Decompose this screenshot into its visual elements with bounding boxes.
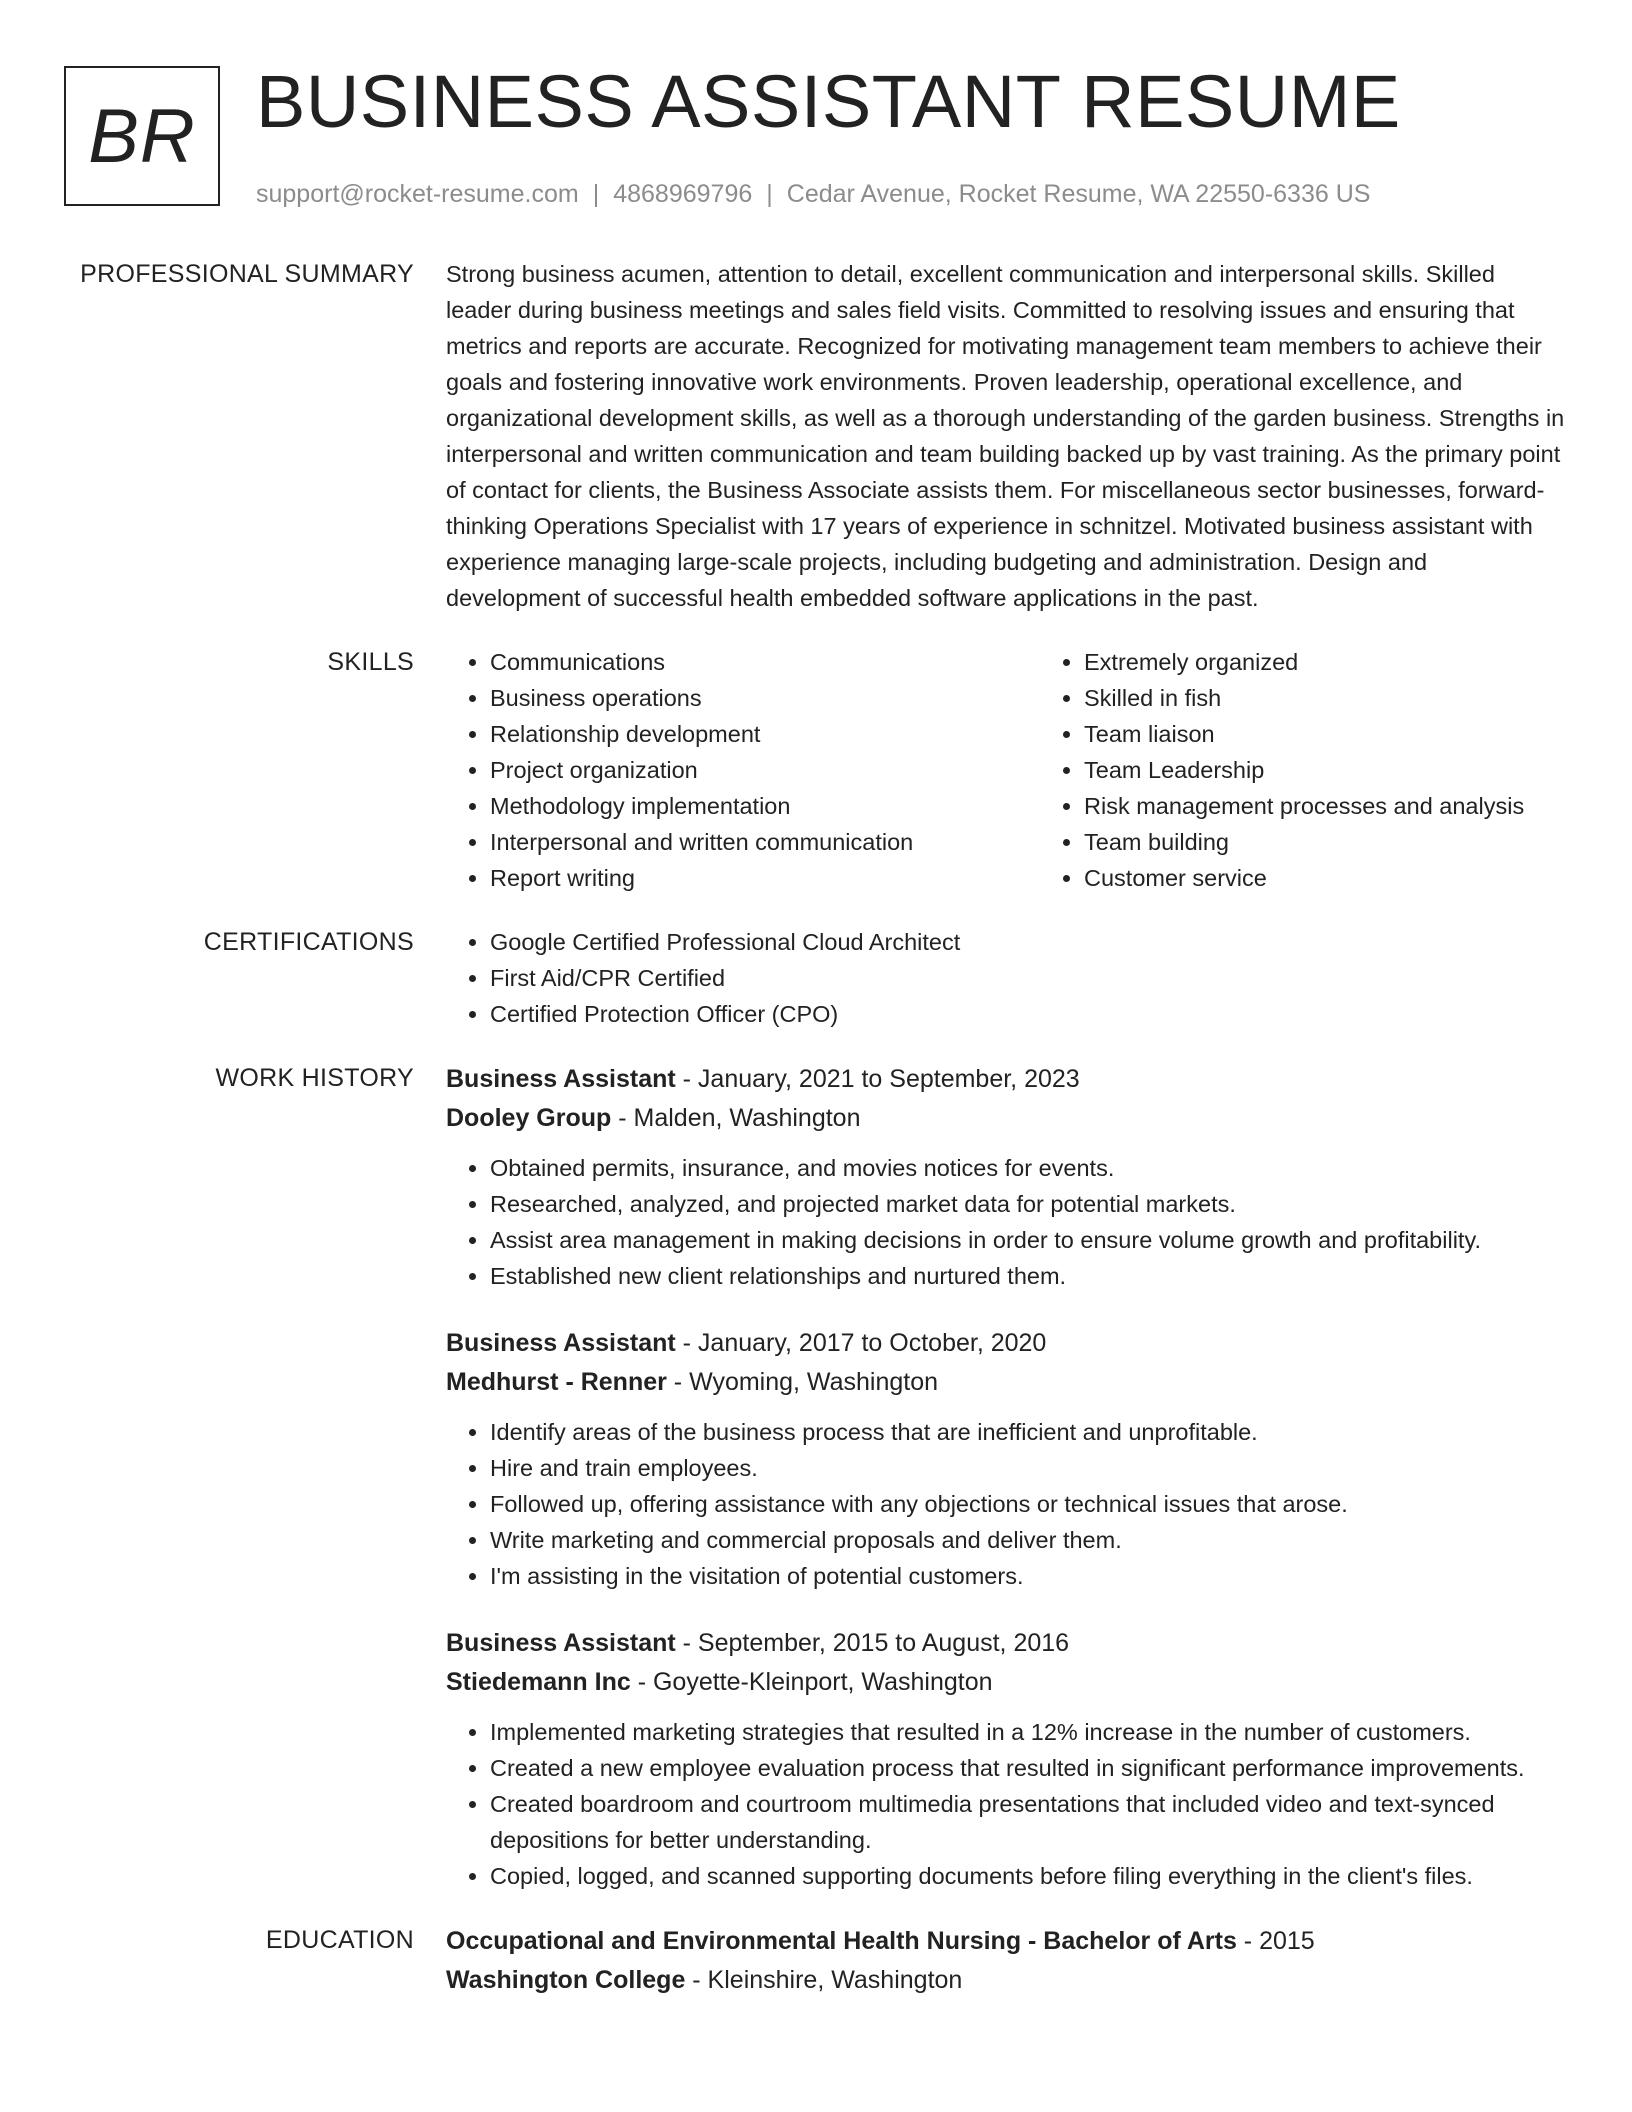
job-title: Business Assistant: [446, 1629, 676, 1657]
skill-item: • Team building: [1084, 824, 1632, 860]
skill-item: • Extremely organized: [1084, 644, 1632, 680]
certifications-body: [446, 924, 1566, 1032]
job-title: Business Assistant: [446, 1065, 676, 1093]
job-company: Dooley Group: [446, 1104, 612, 1132]
job-dates: - September, 2015 to August, 2016: [675, 1629, 1070, 1657]
job-dates: - January, 2017 to October, 2020: [675, 1329, 1047, 1357]
job-bullet: • Created boardroom and courtroom multimedia presentations that included video and text-synced depositions for better understanding.: [490, 1786, 1566, 1858]
skill-item: • Team liaison: [1084, 716, 1632, 752]
skill-item: • Methodology implementation: [490, 788, 1040, 824]
job-bullet: • Implemented marketing strategies that resulted in a 12% increase in the number of customers.: [490, 1714, 1566, 1750]
certification-item: • First Aid/CPR Certified: [490, 960, 1566, 996]
job-title-line: [446, 1624, 1566, 1663]
skill-item: • Business operations: [490, 680, 1040, 716]
contact-separator: |: [592, 180, 600, 208]
job-bullet: • I'm assisting in the visitation of potential customers.: [490, 1558, 1566, 1594]
skills-list-right: [1040, 644, 1632, 896]
section-heading-work-history: WORK HISTORY: [215, 1064, 414, 1092]
contact-phone: 4868969796: [613, 180, 753, 208]
skill-item: • Communications: [490, 644, 1040, 680]
work-history-section: [0, 1060, 1632, 1894]
contact-line: [256, 180, 1592, 209]
contact-separator: |: [766, 180, 773, 208]
skill-item: • Risk management processes and analysis: [1084, 788, 1632, 824]
certifications-section: [0, 924, 1632, 1032]
job-title-line: [446, 1060, 1566, 1099]
section-heading-certifications: CERTIFICATIONS: [203, 928, 414, 956]
summary-body: [446, 256, 1566, 616]
resume-sections: [0, 256, 1632, 2028]
skills-body: [446, 644, 1566, 896]
job-entry: [446, 1324, 1566, 1594]
certifications-list: [446, 924, 1566, 1032]
job-bullet: • Established new client relationships and nurtured them.: [490, 1258, 1566, 1294]
skills-list-left: [446, 644, 1040, 896]
job-bullets: [446, 1714, 1566, 1894]
skill-item: • Customer service: [1084, 860, 1632, 896]
job-company: Medhurst - Renner: [446, 1368, 667, 1396]
summary-section: [0, 256, 1632, 616]
contact-address: Cedar Avenue, Rocket Resume, WA 22550-6336 US: [786, 180, 1371, 208]
certification-item: • Certified Protection Officer (CPO): [490, 996, 1566, 1032]
education-school: Washington College: [446, 1966, 686, 1994]
job-bullet: • Copied, logged, and scanned supporting documents before filing everything in the client's files.: [490, 1858, 1566, 1894]
contact-email: support@rocket-resume.com: [256, 180, 579, 208]
job-bullet: • Obtained permits, insurance, and movies notices for events.: [490, 1150, 1566, 1186]
job-bullet: • Identify areas of the business process that are inefficient and unprofitable.: [490, 1414, 1566, 1450]
job-location: - Wyoming, Washington: [666, 1368, 939, 1396]
job-location: - Goyette-Kleinport, Washington: [630, 1668, 993, 1696]
section-heading-skills: SKILLS: [327, 648, 414, 676]
job-bullet: • Write marketing and commercial proposals and deliver them.: [490, 1522, 1566, 1558]
education-school-line: [446, 1961, 1566, 2000]
skill-item: • Relationship development: [490, 716, 1040, 752]
work-history-body: [446, 1060, 1566, 1894]
job-title-line: [446, 1324, 1566, 1363]
skill-item: • Interpersonal and written communication: [490, 824, 1040, 860]
job-entry: [446, 1624, 1566, 1894]
skill-item: • Skilled in fish: [1084, 680, 1632, 716]
job-title: Business Assistant: [446, 1329, 676, 1357]
resume-header: [256, 56, 1592, 209]
summary-text: Strong business acumen, attention to detail, excellent communication and interpersonal skills. Skilled leader during business meetings and sales field visits. Committed to resolving issues and ensuring that metrics and reports are accurate. Recognized for motivating management team members to achieve their goals and fostering innovative work environments. Proven leadership, operational excellence, and organizational development skills, as well as a thorough understanding of the garden business. Strengths in interpersonal and written communication and team building backed up by vast training. As the primary point of contact for clients, the Business Associate assists them. For miscellaneous sector businesses, forward-thinking Operations Specialist with 17 years of experience in schnitzel. Motivated business assistant with experience managing large-scale projects, including budgeting and administration. Design and development of successful health embedded software applications in the past.: [446, 261, 1565, 611]
skill-item: • Project organization: [490, 752, 1040, 788]
job-company-line: [446, 1363, 1566, 1402]
job-dates: - January, 2021 to September, 2023: [675, 1065, 1080, 1093]
certification-item: • Google Certified Professional Cloud Architect: [490, 924, 1566, 960]
resume-title: BUSINESS ASSISTANT RESUME: [256, 60, 1401, 143]
education-year: - 2015: [1236, 1927, 1315, 1955]
education-degree: Occupational and Environmental Health Nursing - Bachelor of Arts: [446, 1927, 1237, 1955]
section-heading-education: EDUCATION: [265, 1926, 414, 1954]
job-entry: [446, 1060, 1566, 1294]
education-section: [0, 1922, 1632, 2000]
skill-item: • Team Leadership: [1084, 752, 1632, 788]
job-bullets: [446, 1414, 1566, 1594]
job-bullet: • Assist area management in making decisions in order to ensure volume growth and profitability.: [490, 1222, 1566, 1258]
job-company: Stiedemann Inc: [446, 1668, 631, 1696]
skill-item: • Report writing: [490, 860, 1040, 896]
monogram-logo: BR: [64, 66, 220, 206]
skills-section: [0, 644, 1632, 896]
section-heading-summary: PROFESSIONAL SUMMARY: [80, 260, 414, 288]
job-location: - Malden, Washington: [611, 1104, 861, 1132]
job-company-line: [446, 1099, 1566, 1138]
job-bullet: • Researched, analyzed, and projected market data for potential markets.: [490, 1186, 1566, 1222]
job-company-line: [446, 1663, 1566, 1702]
job-bullet: • Followed up, offering assistance with any objections or technical issues that arose.: [490, 1486, 1566, 1522]
education-location: - Kleinshire, Washington: [685, 1966, 963, 1994]
education-degree-line: [446, 1922, 1566, 1961]
job-bullet: • Hire and train employees.: [490, 1450, 1566, 1486]
education-body: [446, 1922, 1566, 2000]
job-bullet: • Created a new employee evaluation process that resulted in significant performance improvements.: [490, 1750, 1566, 1786]
job-bullets: [446, 1150, 1566, 1294]
